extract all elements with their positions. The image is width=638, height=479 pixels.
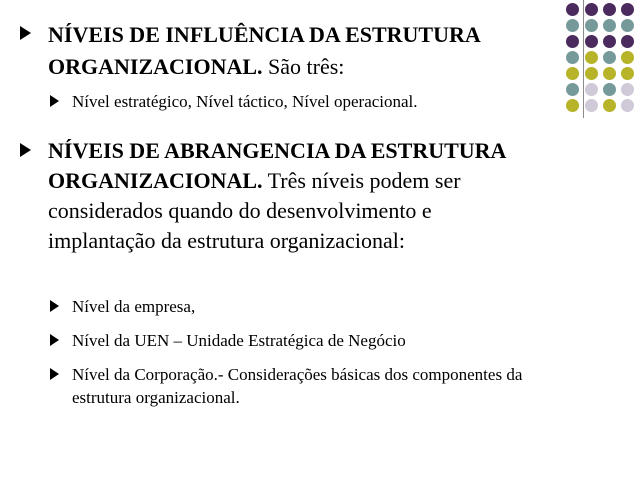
bullet-1-body: São três: <box>262 54 345 79</box>
bullet-2-body: Três níveis podem ser considerados quando do desenvolvimento e implantação da estrutura organizacional: <box>48 168 461 253</box>
sub-bullet-1-1: Nível estratégico, Nível táctico, Nível operacional. <box>72 92 418 111</box>
sub-bullet-icon <box>50 368 59 380</box>
bullet-icon <box>20 26 31 40</box>
sub-bullet-2-2: Nível da UEN – Unidade Estratégica de Negócio <box>72 331 406 350</box>
sub-bullet-icon <box>50 95 59 107</box>
bullet-icon <box>20 143 31 157</box>
sub-bullet-2-1: Nível da empresa, <box>72 297 196 316</box>
bullet-2-text <box>48 136 518 256</box>
sub-bullet-icon <box>50 334 59 346</box>
sub-bullet-icon <box>50 300 59 312</box>
bullet-1-text <box>48 19 578 83</box>
sub-bullet-2-3: Nível da Corporação.- Considerações básicas dos componentes da estrutura organizacional. <box>72 365 523 407</box>
bullet-2-heading: NÍVEIS DE ABRANGENCIA DA ESTRUTURA ORGANIZACIONAL. <box>48 138 506 193</box>
bullet-1-heading: NÍVEIS DE INFLUÊNCIA DA ESTRUTURA ORGANIZACIONAL. <box>48 22 480 79</box>
